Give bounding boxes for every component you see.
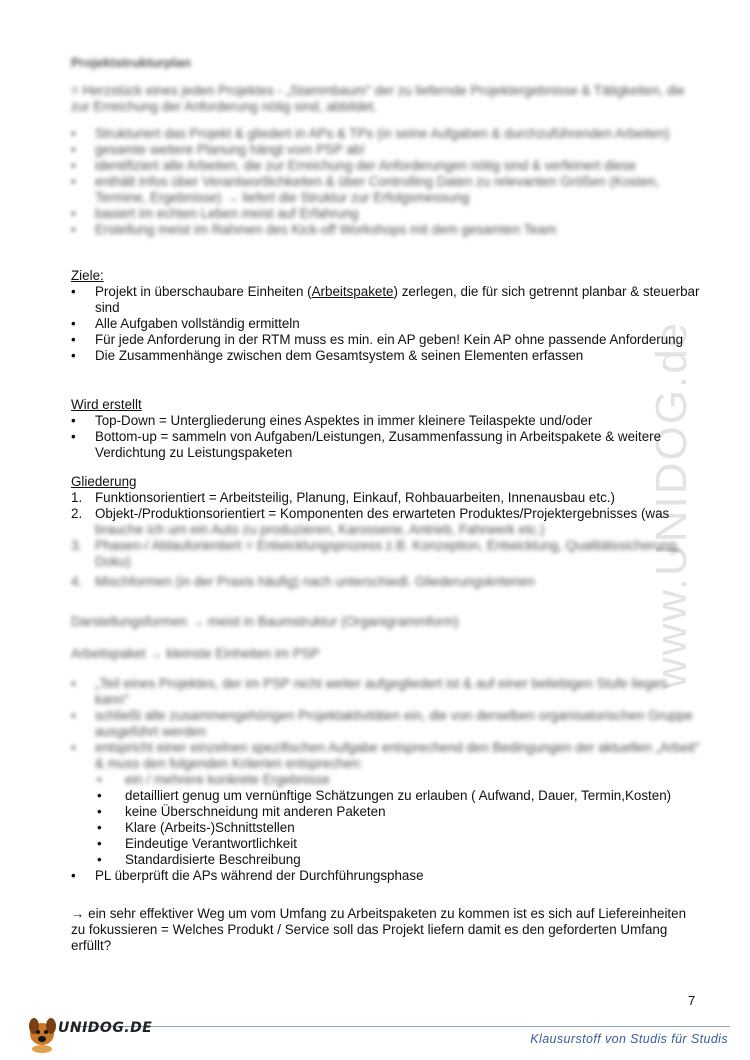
bullet-icon: • (71, 708, 76, 723)
bullet-icon: • (97, 852, 102, 867)
gliederung-item: 1. Funktionsorientiert = Arbeitsteilig, Planung, Einkauf, Rohbauarbeiten, Innenausbau etc.) (71, 490, 615, 505)
bullet-icon: • (71, 284, 76, 299)
bullet-icon: • (71, 413, 76, 428)
criteria-item: • Klare (Arbeits-)Schnittstellen (97, 820, 295, 835)
erstellt-section (71, 397, 701, 461)
bullet-icon: • (97, 820, 102, 835)
blurred-bullet-item: • Erstellung meist im Rahmen des Kick-off Workshops mit dem gesamten Team (71, 222, 557, 237)
bullet-icon: • (71, 676, 76, 691)
footer-divider (70, 1026, 730, 1027)
ziele-item: • Projekt in überschaubare Einheiten (Arbeitspakete) zerlegen, die für sich getrennt planbar & steuerbar sind (71, 284, 700, 315)
gliederung-item: 4. Mischformen (in der Praxis häufig) nach unterschiedl. Gliederungskriterien (71, 574, 535, 589)
bullet-icon: • (97, 804, 102, 819)
bullet-icon: • (97, 772, 102, 787)
blurred-ap-item: • entspricht einer einzelnen spezifischen Aufgabe entsprechend den Bedingungen der aktuellen „Arbeit" & muss den folgenden Kriterien entsprechen: (71, 740, 700, 771)
criteria-item: • detailliert genug um vernünftige Schätzungen zu erlauben ( Aufwand, Dauer, Termin,Kosten) (97, 788, 672, 803)
bullet-icon: • (71, 740, 76, 755)
criteria-item: • ein / mehrere konkrete Ergebnisse (97, 772, 330, 787)
ziele-heading: Ziele: (71, 268, 104, 283)
ziele-item: • Die Zusammenhänge zwischen dem Gesamtsystem & seinen Elementen erfassen (71, 348, 584, 363)
criteria-item: • Standardisierte Beschreibung (97, 852, 301, 867)
blurred-bullet-item: • gesamte weitere Planung hängt vom PSP ab! (71, 142, 365, 157)
blurred-section-title: Projektstrukturplan (71, 55, 191, 70)
blurred-arbeitspaket: Arbeitspaket → kleinste Einheiten im PSP (71, 646, 320, 661)
arrow-icon: → (71, 906, 85, 921)
gliederung-heading: Gliederung (71, 474, 137, 489)
bullet-icon: • (71, 332, 76, 347)
bullet-icon: • (97, 836, 102, 851)
blurred-bullet-item: • enthält Infos über Verantwortlichkeiten & über Controlling Daten zu relevanten Größen (Kosten, Termine, Ergebnisse) → liefert die Struktur zur Erfolgsmessung (71, 174, 660, 205)
logo-text: UNIDOG.DE (58, 1020, 153, 1036)
conclusion: → ein sehr effektiver Weg um vom Umfang zu Arbeitspaketen zu kommen ist es sich auf Liefereinheiten zu fokussieren = Welches Produkt / Service soll das Projekt liefern damit es den geforderten Umfang erfüllt? (71, 906, 687, 953)
bullet-icon: • (71, 206, 76, 221)
blurred-ap-item: • schließt alle zusammengehörigen Projektaktivitäten ein, die von derselben organisatorischen Gruppe ausgeführt werden (71, 708, 693, 739)
criteria-item: • keine Überschneidung mit anderen Paketen (97, 804, 386, 819)
bullet-icon: • (71, 429, 76, 444)
blurred-bullet-item: • identifiziert alle Arbeiten, die zur Erreichung der Anforderungen nötig sind & verfeinert diese (71, 158, 637, 173)
bullet-icon: • (71, 126, 76, 141)
pl-item: • PL überprüft die APs während der Durchführungsphase (71, 868, 424, 883)
blurred-ap-item: • „Teil eines Projektes, der im PSP nicht weiter aufgegliedert ist & auf einer beliebigen Stufe liegen kann" (71, 676, 668, 707)
ziele-section (71, 268, 701, 364)
criteria-item: • Eindeutige Verantwortlichkeit (97, 836, 297, 851)
blurred-bullet-item: • basiert im echten Leben meist auf Erfahrung (71, 206, 359, 221)
bullet-icon: • (71, 868, 76, 883)
arbeitspakete-term: Arbeitspakete (311, 284, 394, 299)
criteria-section (71, 772, 701, 884)
gliederung-item: 2. Objekt-/Produktionsorientiert = Komponenten des erwarteten Produktes/Projektergebnisses (was brauche ich um ein Auto zu produzieren, Karosserie, Antrieb, Fahrwerk etc.) (71, 506, 670, 537)
bullet-icon: • (71, 316, 76, 331)
page-number: 7 (688, 993, 696, 1008)
footer-slogan: Klausurstoff von Studis für Studis (530, 1032, 728, 1046)
bullet-icon: • (71, 174, 76, 189)
blurred-intro: = Herzstück eines jeden Projektes - „Stammbaum" der zu liefernde Projektergebnisse & Tätigkeiten, die zur Erreichung der Anforderung nötig sind, abbildet. (71, 83, 685, 114)
blurred-bullet-item: • Strukturiert das Projekt & gliedert in APs & TPs (in seine Aufgaben & durchzuführenden Arbeiten) (71, 126, 670, 141)
bullet-icon: • (71, 222, 76, 237)
watermark-text: www.UNIDOG.de (647, 320, 697, 690)
bullet-icon: • (71, 142, 76, 157)
erstellt-heading: Wird erstellt (71, 397, 142, 412)
bullet-icon: • (71, 158, 76, 173)
gliederung-section (71, 474, 701, 590)
erstellt-item: • Bottom-up = sammeln von Aufgaben/Leistungen, Zusammenfassung in Arbeitspakete & weitere Verdichtung zu Leistungspaketen (71, 429, 662, 460)
gliederung-item: 3. Phasen-/ Ablauforientiert = Entwicklungsprozess z.B. Konzeption, Entwicklung, Qualitätssicherung, Doku) (71, 538, 681, 569)
blurred-bullet-list (71, 126, 701, 238)
bullet-icon: • (97, 788, 102, 803)
ziele-item: • Für jede Anforderung in der RTM muss es min. ein AP geben! Kein AP ohne passende Anforderung (71, 332, 684, 347)
erstellt-item: • Top-Down = Untergliederung eines Aspektes in immer kleinere Teilaspekte und/oder (71, 413, 593, 428)
blurred-darstellung: Darstellungsformen → meist in Baumstruktur (Organigrammform) (71, 614, 459, 629)
ziele-item: • Alle Aufgaben vollständig ermitteln (71, 316, 300, 331)
blurred-ap-bullets (71, 676, 701, 772)
bullet-icon: • (71, 348, 76, 363)
